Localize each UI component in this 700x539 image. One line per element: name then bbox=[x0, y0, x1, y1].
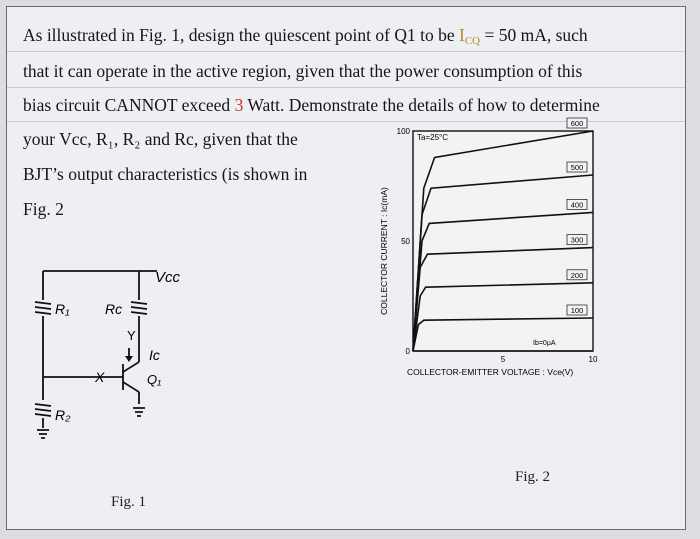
rc-resistor bbox=[131, 302, 147, 314]
fig2-ib-zero-label: Ib=0μA bbox=[533, 340, 556, 347]
r1-resistor bbox=[35, 302, 51, 314]
r2-label: R₂ bbox=[55, 407, 71, 423]
text-segment: bias circuit CANNOT exceed bbox=[23, 95, 235, 115]
ruled-line bbox=[7, 87, 685, 88]
y-node-label: Y bbox=[127, 328, 136, 343]
power-limit-number: 3 bbox=[234, 95, 244, 115]
ic-label: Ic bbox=[149, 347, 160, 363]
fig2-curve-label: 200 bbox=[570, 270, 584, 280]
fig2-x-axis-label: COLLECTOR-EMITTER VOLTAGE : Vce(V) bbox=[407, 367, 574, 377]
x-node-label: X bbox=[95, 369, 105, 385]
text-segment: Watt. Demonstrate the details of how to determine bbox=[243, 95, 600, 115]
problem-line-3 bbox=[23, 95, 600, 116]
fig2-curve-label: 600 bbox=[570, 119, 584, 128]
fig2-y-tick-label: 100 bbox=[396, 127, 410, 136]
fig2-output-characteristics bbox=[367, 115, 627, 385]
text-segment: As illustrated in Fig. 1, design the quiescent point of Q1 to be bbox=[23, 25, 459, 45]
problem-line-2: that it can operate in the active region, given that the power consumption of this bbox=[23, 61, 583, 81]
fig2-curve-label: 500 bbox=[570, 163, 584, 172]
fig2-x-tick-label: 10 bbox=[588, 355, 598, 364]
ground-symbol bbox=[37, 430, 49, 438]
r2-resistor bbox=[35, 404, 51, 416]
problem-line-6: Fig. 2 bbox=[23, 199, 64, 219]
ic-arrowhead bbox=[125, 356, 133, 362]
r1-label: R₁ bbox=[55, 301, 70, 317]
ruled-line bbox=[7, 51, 685, 52]
fig2-curve-label: 300 bbox=[570, 235, 584, 245]
icq-value: = 50 mA bbox=[480, 25, 547, 45]
fig2-caption: Fig. 2 bbox=[515, 469, 551, 485]
fig2-y-tick-label: 0 bbox=[405, 347, 410, 356]
fig2-y-tick-label: 50 bbox=[401, 237, 410, 246]
fig2-x-tick-label: 5 bbox=[500, 355, 506, 364]
ground-symbol bbox=[133, 408, 145, 416]
vcc-label: Vcc bbox=[155, 269, 181, 286]
fig2-curve-label: 100 bbox=[570, 306, 584, 315]
fig2-temperature-label: Ta=25°C bbox=[417, 133, 448, 142]
problem-line-4: your Vcc, R₁, R₂ and Rc, given that the bbox=[23, 129, 298, 149]
problem-line-5: BJT’s output characteristics (is shown in bbox=[23, 164, 308, 184]
icq-letter: I bbox=[459, 25, 465, 45]
transistor-emitter bbox=[123, 382, 139, 392]
fig1-circuit bbox=[7, 252, 217, 442]
q1-label: Q₁ bbox=[147, 372, 162, 387]
fig2-curve-label: 400 bbox=[570, 200, 584, 210]
problem-page bbox=[6, 6, 686, 530]
icq-subscript: CQ bbox=[464, 35, 481, 47]
problem-line-1 bbox=[23, 25, 588, 47]
fig1-caption: Fig. 1 bbox=[111, 494, 147, 510]
transistor-collector bbox=[123, 362, 139, 372]
text-segment: , such bbox=[546, 25, 588, 45]
icq-symbol bbox=[459, 25, 480, 45]
fig2-y-axis-label: COLLECTOR CURRENT : Ic(mA) bbox=[379, 187, 389, 315]
rc-label: Rc bbox=[105, 301, 123, 317]
